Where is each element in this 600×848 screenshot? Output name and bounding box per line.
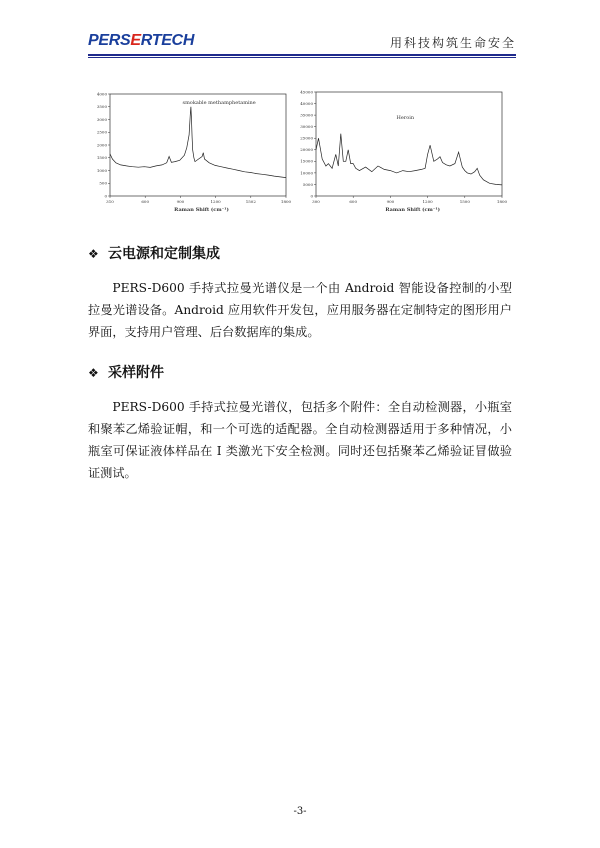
- y-tick-label: 35000: [300, 112, 313, 118]
- y-tick-label: 25000: [300, 135, 313, 141]
- company-logo: PERSERTECH: [88, 32, 195, 49]
- y-tick-label: 3000: [96, 116, 107, 122]
- section-paragraph-cloud: PERS-D600 手持式拉曼光谱仪是一个由 Android 智能设备控制的小型拉曼光谱设备。Android 应用软件开发包，应用服务器在定制特定的图形用户界面，支持用户管理、后台数据库的集成。: [88, 281, 512, 339]
- diamond-bullet-icon: ❖: [88, 366, 99, 380]
- y-tick-label: 45000: [300, 89, 313, 95]
- y-tick-label: 0: [104, 193, 107, 199]
- y-tick-label: 5000: [302, 181, 313, 187]
- y-tick-label: 20000: [300, 147, 313, 153]
- section-heading-cloud: [88, 243, 220, 263]
- y-tick-label: 1500: [96, 155, 107, 161]
- x-tick-label: 1502: [245, 199, 256, 204]
- plot-frame: [110, 94, 286, 196]
- x-axis-label: Raman Shift (cm⁻¹): [174, 207, 229, 213]
- spectrum-line: [316, 134, 502, 185]
- y-tick-label: 1000: [96, 167, 107, 173]
- section-title: 云电源和定制集成: [108, 246, 220, 262]
- x-tick-label: 1500: [459, 199, 470, 204]
- spectrum-line: [110, 107, 286, 178]
- y-tick-label: 500: [99, 180, 107, 186]
- x-tick-label: 900: [176, 199, 185, 204]
- header-rule: [88, 54, 516, 56]
- y-tick-label: 2000: [96, 142, 107, 148]
- x-tick-label: 1800: [496, 199, 508, 204]
- heroin-spectrum-chart: [300, 86, 510, 216]
- header-slogan: 用科技构筑生命安全: [389, 36, 516, 50]
- x-tick-label: 310: [106, 199, 114, 204]
- diamond-bullet-icon: ❖: [88, 247, 99, 261]
- section-paragraph-accessories: PERS-D600 手持式拉曼光谱仪，包括多个附件：全自动检测器，小瓶室和聚苯乙烯验证帽，和一个可选的适配器。全自动检测器适用于多种情况，小瓶室可保证液体样品在 I 类激光下安全检测。同时还包括聚苯乙烯验证冒做验证测试。: [88, 400, 512, 480]
- y-tick-label: 2500: [96, 129, 107, 135]
- y-tick-label: 0: [310, 193, 313, 199]
- chart-title: smokable methamphetamine: [182, 100, 256, 107]
- section-title: 采样附件: [108, 365, 164, 381]
- x-axis-label: Raman Shift (cm⁻¹): [385, 207, 441, 213]
- plot-frame: [316, 92, 502, 196]
- x-tick-label: 1200: [422, 199, 433, 204]
- meth-spectrum-chart: [86, 86, 296, 216]
- x-tick-label: 1200: [210, 199, 221, 204]
- chart-title: Heroin: [396, 115, 415, 122]
- page-header: [88, 30, 516, 52]
- y-tick-label: 4000: [96, 91, 107, 97]
- y-tick-label: 3500: [96, 104, 107, 110]
- x-tick-label: 600: [141, 199, 150, 204]
- header-rule-thin: [88, 57, 516, 58]
- x-tick-label: 600: [349, 199, 358, 204]
- y-tick-label: 10000: [300, 170, 313, 176]
- y-tick-label: 15000: [300, 158, 313, 164]
- y-tick-label: 40000: [300, 100, 313, 106]
- x-tick-label: 1800: [280, 199, 292, 204]
- section-heading-accessories: [88, 362, 164, 382]
- page-number: -3-: [293, 806, 307, 817]
- x-tick-label: 900: [386, 199, 395, 204]
- y-tick-label: 30000: [300, 124, 313, 130]
- x-tick-label: 300: [312, 199, 320, 204]
